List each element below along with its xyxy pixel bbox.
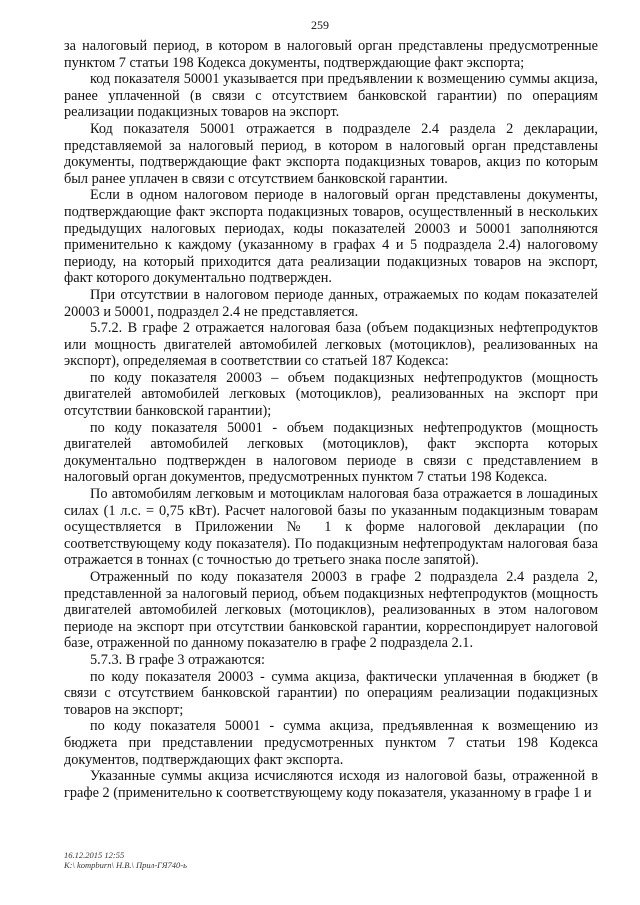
paragraph: Если в одном налоговом периоде в налоговый орган представлены документы, подтверждающие факт экспорта подакцизных товаров, осуществленный в нескольких предыдущих налоговых периодах, коды показателей 20003 и 50001 заполняются применительно к каждому (указанному в графах 4 и 5 подраздела 2.4) налоговому периоду, на который приходится дата реализации подакцизных товаров на экспорт, факт которого документально подтвержден. [64, 187, 598, 287]
document-body [64, 38, 598, 801]
paragraph: за налоговый период, в котором в налоговый орган представлены предусмотренные пунктом 7 статьи 198 Кодекса документы, подтверждающие факт экспорта; [64, 38, 598, 71]
paragraph: Отраженный по коду показателя 20003 в графе 2 подраздела 2.4 раздела 2, представленной за налоговый период, объем подакцизных нефтепродуктов (мощность двигателей автомобилей легковых (мотоциклов), реализованных в этом налоговом периоде на экспорт при отсутствии банковской гарантии, корреспондирует налоговой базе, отраженной по данному показателю в графе 2 подраздела 2.1. [64, 569, 598, 652]
paragraph: код показателя 50001 указывается при предъявлении к возмещению суммы акциза, ранее уплаченной (в связи с отсутствием банковской гарантии) по операциям реализации подакцизных товаров на экспорт. [64, 71, 598, 121]
footer-file-path: K:\ kompburn\ Н.В.\ Прил-ГЯ740-ь [64, 860, 187, 870]
paragraph: по коду показателя 50001 - сумма акциза, предъявленная к возмещению из бюджета при представлении предусмотренных пунктом 7 статьи 198 Кодекса документов, подтверждающих факт экспорта. [64, 718, 598, 768]
paragraph: по коду показателя 50001 - объем подакцизных нефтепродуктов (мощность двигателей автомобилей легковых (мотоциклов), факт экспорта которых документально подтвержден в налоговом периоде в связи с представлением в налоговый орган документов, предусмотренных пунктом 7 статьи 198 Кодекса. [64, 419, 598, 486]
paragraph: При отсутствии в налоговом периоде данных, отражаемых по кодам показателей 20003 и 50001, подраздел 2.4 не представляется. [64, 286, 598, 320]
page-number: 259 [311, 18, 329, 32]
paragraph: По автомобилям легковым и мотоциклам налоговая база отражается в лошадиных силах (1 л.с. = 0,75 кВт). Расчет налоговой базы по указанным подакцизным товарам осуществляется в Приложении № 1 к форме налоговой декларации (по соответствующему коду показателя). По подакцизным нефтепродуктам налоговая база отражается в тоннах (с точностью до третьего знака после запятой). [64, 486, 598, 569]
paragraph: Указанные суммы акциза исчисляются исходя из налоговой базы, отраженной в графе 2 (применительно к соответствующему коду показателя, указанному в графе 1 и [64, 768, 598, 801]
section-heading-5-7-2: 5.7.2. В графе 2 отражается налоговая база (объем подакцизных нефтепродуктов или мощность двигателей автомобилей легковых (мотоциклов), реализованных на экспорт), определяемая в соответствии со статьей 187 Кодекса: [64, 320, 598, 370]
paragraph: по коду показателя 20003 - сумма акциза, фактически уплаченная в бюджет (в связи с отсутствием банковской гарантии) по операциям реализации подакцизных товаров на экспорт; [64, 668, 598, 718]
paragraph: по коду показателя 20003 – объем подакцизных нефтепродуктов (мощность двигателей автомобилей легковых (мотоциклов), реализованных на экспорт при отсутствии банковской гарантии); [64, 369, 598, 420]
footer-timestamp: 16.12.2015 12:55 [64, 850, 125, 860]
section-heading-5-7-3: 5.7.3. В графе 3 отражаются: [90, 651, 266, 668]
file-footer [64, 850, 187, 870]
paragraph: Код показателя 50001 отражается в подразделе 2.4 раздела 2 декларации, представляемой за налоговый период, в котором в налоговый орган представлены документы, подтверждающие факт экспорта подакцизных товаров, акциз по которым был ранее уплачен в связи с отсутствием банковской гарантии. [64, 120, 598, 187]
